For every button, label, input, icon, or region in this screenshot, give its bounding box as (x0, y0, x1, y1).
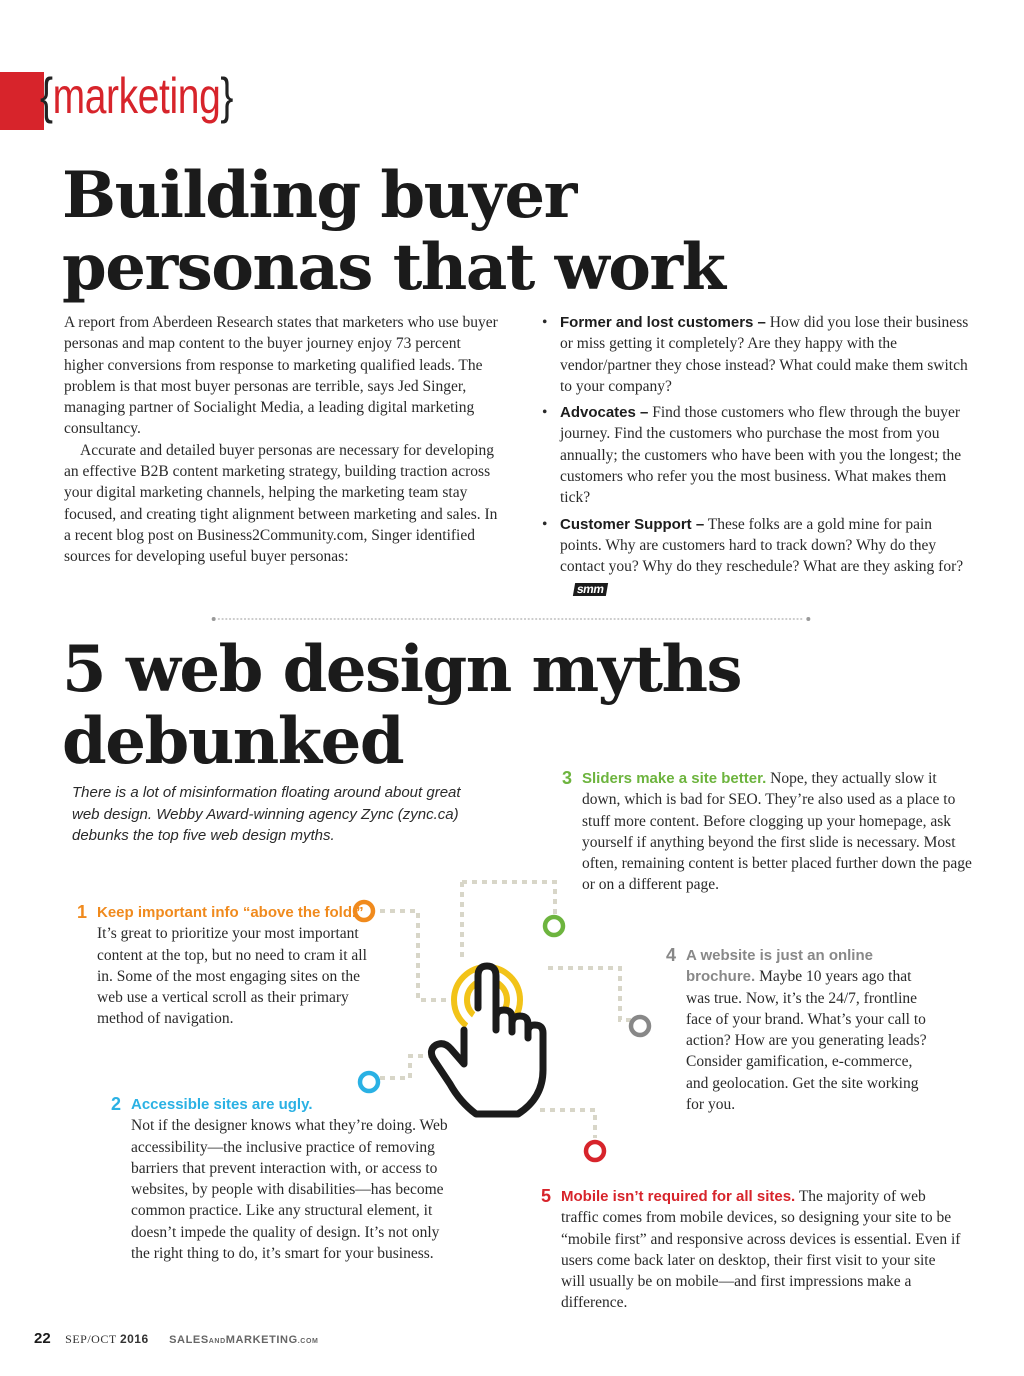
article1-paragraph: Accurate and detailed buyer personas are necessary for developing an effective B2B content marketing strategy, building traction across your digital marketing channels, helping the marketing team stay focused, and creating tight alignment between marketing and sales. In a recent blog post on Business2Community.com, Singer identified sources for developing useful buyer personas: (64, 441, 498, 566)
myth-number: 4 (666, 945, 677, 965)
pub-part: AND (208, 1338, 226, 1345)
bullet-item (540, 514, 970, 599)
myth-number: 5 (541, 1186, 552, 1206)
bullet-item (540, 402, 970, 508)
bullet-text: These folks are a gold mine for pain points. Why are customers hard to track down? Why do they contact you? Why do they reschedule? What are they asking for? (560, 515, 964, 576)
myth-lead: Mobile isn’t required for all sites. (561, 1188, 796, 1205)
red-node-icon (586, 1142, 604, 1160)
myth-item (541, 1186, 961, 1314)
myth-text: It’s great to prioritize your most important content at the top, but no need to cram it all in. Some of the most engaging sites on the web use a vertical scroll as their primary method of navigation. (97, 925, 367, 1028)
article1-paragraph: A report from Aberdeen Research states that marketers who use buyer personas and map content to the buyer journey enjoy 73 percent higher conversions from response to marketing qualified leads. The problem is that most buyer personas are terrible, says Jed Singer, managing partner of Socialight Media, a leading digital marketing consultancy. (64, 314, 498, 438)
bullet-lead: Customer Support – (560, 515, 705, 533)
bullet-dot-icon: • (542, 314, 548, 331)
section-tag-label: marketing (52, 68, 221, 124)
myth-text: Maybe 10 years ago that was true. Now, it’s the 24/7, frontline face of your brand. What’s your call to action? How are you generating leads? Consider gamification, e-commerce, and geolocation. Get the site working for you. (686, 968, 927, 1114)
myth-text: Nope, they actually slow it down, which is bad for SEO. They’re also used as a place to stuff more content. Before clogging up your homepage, ask yourself if anything beyond the first slide is necessary. Most often, remaining content is better placed further down the page or on a different page. (582, 770, 972, 894)
page-footer (34, 1330, 318, 1348)
bullet-lead: Advocates – (560, 404, 649, 422)
myth-lead: A website is just an online brochure. (686, 947, 873, 986)
bullet-text: Find those customers who flew through the buyer journey. Find the customers who purchase the most from you annually; the customers who have been with you the longest; the customers who refer you the most business. What makes them tick? (560, 404, 962, 507)
issue-year: 2016 (119, 1332, 149, 1346)
article1-title-line2: personas that work (62, 230, 725, 305)
end-mark-logo: smm (573, 583, 608, 596)
publication-name (169, 1334, 318, 1346)
myth-item (666, 945, 936, 1115)
myth-item (77, 902, 377, 1030)
blue-node-icon (360, 1073, 378, 1091)
open-bracket: { (40, 68, 53, 124)
myth-item (562, 768, 972, 896)
article2-title (62, 634, 882, 778)
myth-lead: Keep important info “above the fold.” (97, 904, 364, 921)
issue-date (65, 1332, 149, 1346)
bullet-item (540, 312, 970, 397)
hand-pointer-icon (431, 966, 543, 1114)
issue-month: SEP/OCT (65, 1332, 117, 1346)
myth-number: 2 (111, 1094, 122, 1114)
page-number: 22 (34, 1330, 51, 1347)
pub-part: MARKETING (225, 1334, 298, 1346)
article2-intro: There is a lot of misinformation floating around about great web design. Webby Award-winning agency Zync (zync.ca) debunks the top five web design myths. (72, 784, 461, 844)
bullet-lead: Former and lost customers – (560, 314, 766, 331)
bullet-dot-icon: • (542, 404, 548, 422)
article1-left-column (64, 312, 504, 568)
myth-number: 3 (562, 768, 573, 788)
myth-item (111, 1094, 451, 1264)
pub-part: .COM (297, 1338, 319, 1345)
myth-lead: Sliders make a site better. (582, 770, 767, 787)
article2-title-line1: 5 web design myths (62, 632, 742, 707)
article1-title-line1: Building buyer (62, 158, 576, 233)
myth-lead: Accessible sites are ugly. (131, 1096, 313, 1113)
gray-node-icon (631, 1017, 649, 1035)
dotted-divider (62, 617, 960, 621)
section-accent-bar (0, 72, 44, 130)
bullet-dot-icon: • (542, 515, 548, 533)
green-node-icon (545, 917, 563, 935)
article1-title (62, 160, 882, 304)
bullet-text: How did you lose their business or miss getting it completely? Are they happy with the vendor/partner they chose instead? What could make them switch to your company? (560, 314, 969, 395)
pub-part: SALES (169, 1334, 209, 1346)
article1-right-column (540, 312, 970, 604)
myth-text: The majority of web traffic comes from mobile devices, so designing your site to be “mobile first” and responsive across devices is essential. Even if users come back later on desktop, their first visit to your site will usually be on mobile—and first impressions make a difference. (561, 1188, 961, 1312)
close-bracket: } (220, 68, 234, 124)
article2-title-line2: debunked (62, 704, 404, 779)
myth-text: Not if the designer knows what they’re doing. Web accessibility—the inclusive practice of removing barriers that prevent interaction with, or access to websites, by people with disabilities—has become common practice. Like any structural element, it doesn’t impede the quality of design. It’s not only the right thing to do, it’s smart for your business. (131, 1117, 448, 1263)
section-tag (40, 66, 233, 126)
myth-number: 1 (77, 902, 88, 922)
